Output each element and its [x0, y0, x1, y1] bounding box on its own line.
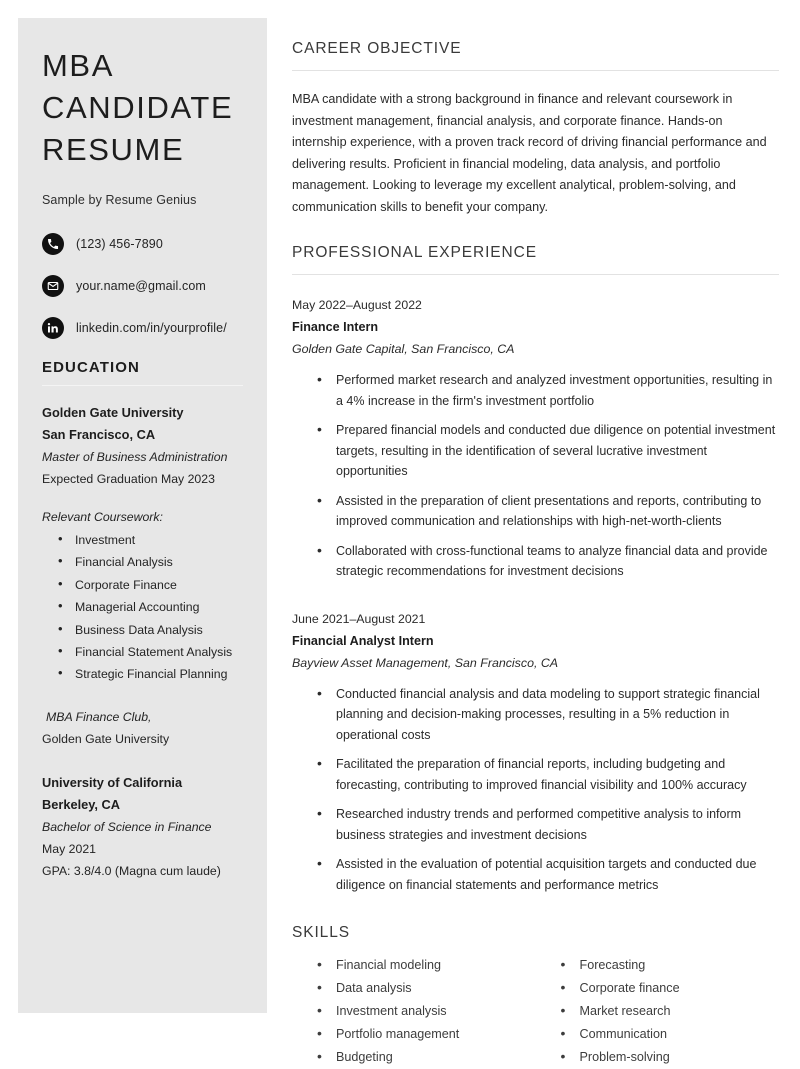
- list-item: • Investment: [75, 529, 243, 551]
- list-item: • Portfolio management: [336, 1023, 536, 1046]
- byline: Sample by Resume Genius: [42, 193, 197, 207]
- job-company: Bayview Asset Management, San Francisco, CA: [292, 655, 559, 670]
- career-objective-section: [292, 40, 779, 218]
- education-entry-2: [42, 772, 243, 882]
- skills-columns: [292, 954, 779, 1069]
- career-objective-text: MBA candidate with a strong background in finance and relevant coursework in investment management, financial analysis, and corporate finance. Hands-on internship experience, with a proven track record of driving financial performance and delivering results. Proficient in financial modeling, data analysis, and portfolio management. Looking to leverage my excellent analytical, problem-solving, and communication skills to benefit your company.: [292, 92, 767, 214]
- professional-experience-rule: [292, 274, 779, 275]
- job-title: Finance Intern: [292, 320, 379, 334]
- list-item: • Corporate finance: [580, 977, 780, 1000]
- list-item: • Conducted financial analysis and data modeling to support strategic financial planning and decision-making processes, resulting in a 5% reduction in operational costs: [336, 684, 779, 746]
- job-dates: May 2022–August 2022: [292, 298, 422, 312]
- list-item: • Managerial Accounting: [75, 596, 243, 618]
- list-item: • Problem-solving: [580, 1046, 780, 1069]
- job-company: Golden Gate Capital, San Francisco, CA: [292, 342, 515, 356]
- list-item: • Business Data Analysis: [75, 619, 243, 641]
- list-item: • Performed market research and analyzed investment opportunities, resulting in a 4% increase in the firm's investment portfolio: [336, 370, 779, 411]
- candidate-name: [42, 45, 243, 171]
- list-item: • Communication: [580, 1023, 780, 1046]
- contact-email-text: your.name@gmail.com: [76, 279, 206, 293]
- job-bullet-list: [292, 684, 779, 896]
- envelope-icon: [42, 275, 64, 297]
- main-column: [292, 40, 779, 1069]
- coursework-label: Relevant Coursework:: [42, 510, 163, 524]
- contact-linkedin-text: linkedin.com/in/yourprofile/: [76, 321, 227, 335]
- list-item: • Prepared financial models and conducted due diligence on potential investment targets, resulting in the identification of several lucrative investment opportunities: [336, 420, 779, 482]
- list-item: • Collaborated with cross-functional teams to analyze financial data and provide strategic recommendations for investment decisions: [336, 541, 779, 582]
- list-item: • Budgeting: [336, 1046, 536, 1069]
- list-item: • Corporate Finance: [75, 574, 243, 596]
- contact-phone[interactable]: [42, 233, 243, 255]
- club-name: MBA Finance Club,: [46, 709, 152, 724]
- list-item: • Assisted in the evaluation of potential acquisition targets and conducted due diligence on financial statements and performance metrics: [336, 854, 779, 895]
- phone-icon: [42, 233, 64, 255]
- list-item: • Financial modeling: [336, 954, 536, 977]
- list-item: • Forecasting: [580, 954, 780, 977]
- contact-email[interactable]: [42, 275, 243, 297]
- education-degree: Bachelor of Science in Finance: [42, 819, 212, 834]
- education-entry-1: [42, 402, 243, 490]
- skills-heading: SKILLS: [292, 924, 350, 941]
- contact-list: [42, 233, 243, 339]
- contact-phone-text: (123) 456-7890: [76, 237, 163, 251]
- career-objective-heading: CAREER OBJECTIVE: [292, 40, 462, 57]
- list-item: • Financial Analysis: [75, 551, 243, 573]
- skill-list: [536, 954, 780, 1069]
- job-bullet-list: [292, 370, 779, 582]
- coursework-list: [42, 529, 243, 686]
- education-date: May 2021: [42, 841, 97, 856]
- sidebar: [18, 18, 267, 1013]
- career-objective-rule: [292, 70, 779, 71]
- job-entry: [292, 609, 779, 896]
- job-entry: [292, 295, 779, 582]
- education-gpa: GPA: 3.8/4.0 (Magna cum laude): [42, 863, 221, 878]
- professional-experience-heading: PROFESSIONAL EXPERIENCE: [292, 244, 537, 261]
- club-school: Golden Gate University: [42, 731, 170, 746]
- list-item: • Investment analysis: [336, 1000, 536, 1023]
- education-rule: [42, 385, 243, 386]
- list-item: • Assisted in the preparation of client presentations and reports, contributing to improved communication and relationships with high-net-worth-clients: [336, 491, 779, 532]
- name-line-2: CANDIDATE: [42, 90, 234, 125]
- linkedin-icon: [42, 317, 64, 339]
- list-item: • Market research: [580, 1000, 780, 1023]
- skill-list: [292, 954, 536, 1069]
- education-heading: EDUCATION: [42, 359, 140, 376]
- list-item: • Financial Statement Analysis: [75, 641, 243, 663]
- name-line-1: MBA: [42, 48, 114, 83]
- education-location: San Francisco, CA: [42, 427, 156, 442]
- skills-section: [292, 924, 779, 1069]
- club-entry: [42, 706, 243, 750]
- name-line-3: RESUME: [42, 132, 185, 167]
- list-item: • Researched industry trends and performed competitive analysis to inform business strategies and investment decisions: [336, 804, 779, 845]
- skills-column-left: [292, 954, 536, 1069]
- list-item: • Strategic Financial Planning: [75, 663, 243, 685]
- education-location: Berkeley, CA: [42, 796, 121, 812]
- education-school: University of California: [42, 774, 183, 790]
- job-title: Financial Analyst Intern: [292, 633, 434, 648]
- professional-experience-section: [292, 244, 779, 895]
- education-degree: Master of Business Administration: [42, 450, 228, 464]
- education-school: Golden Gate University: [42, 405, 184, 420]
- contact-linkedin[interactable]: [42, 317, 243, 339]
- list-item: • Data analysis: [336, 977, 536, 1000]
- education-graduation: Expected Graduation May 2023: [42, 472, 215, 486]
- list-item: • Facilitated the preparation of financial reports, including budgeting and forecasting, contributing to improved financial visibility and 100% accuracy: [336, 754, 779, 795]
- job-dates: June 2021–August 2021: [292, 611, 426, 626]
- skills-column-right: [536, 954, 780, 1069]
